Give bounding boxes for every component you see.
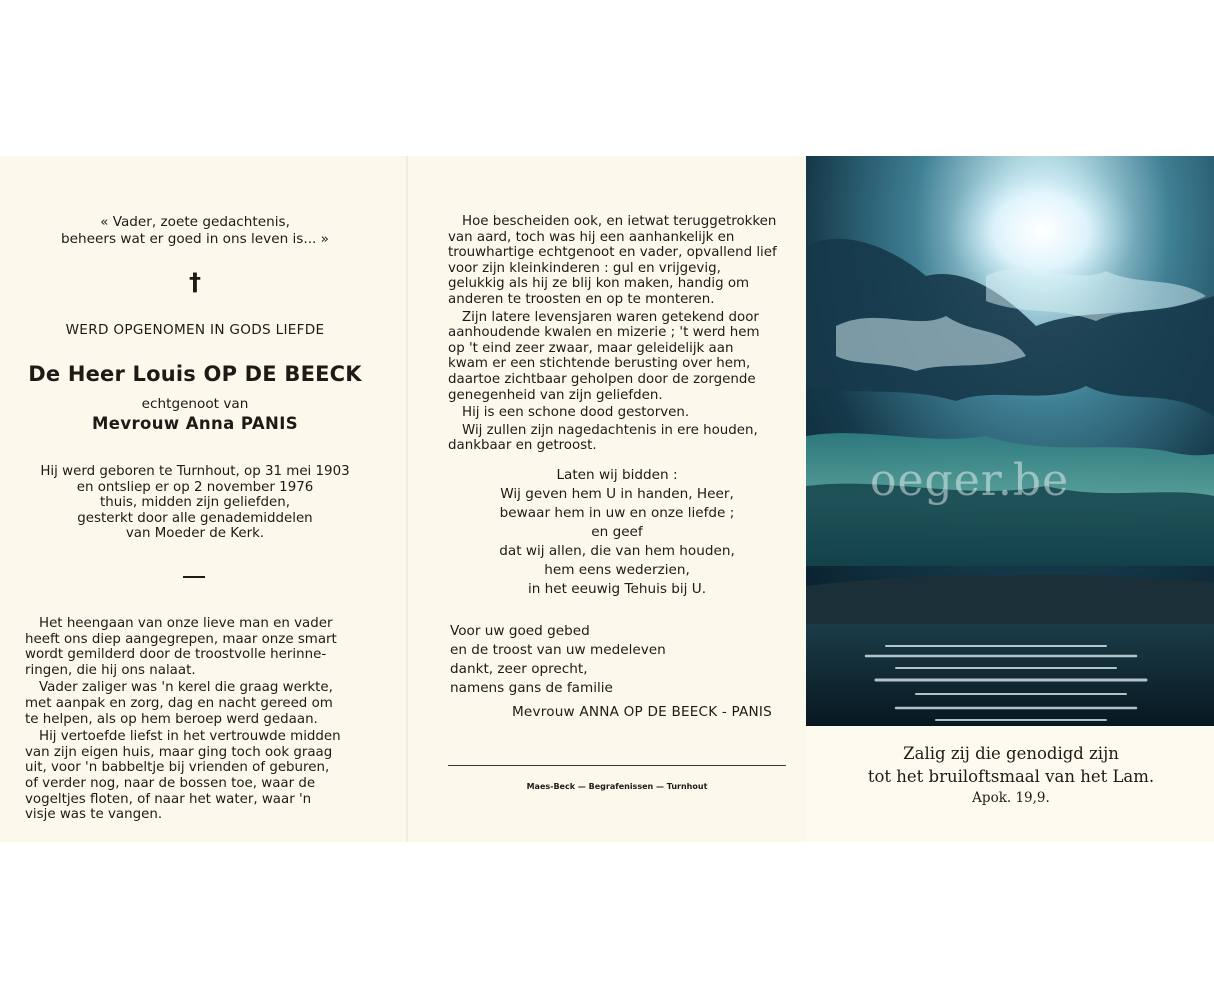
printer-credit: Maes-Beck — Begrafenissen — Turnhout xyxy=(526,782,708,791)
prayer-line: dat wij allen, die van hem houden, xyxy=(499,543,735,559)
text-line: ringen, die hij ons nalaat. xyxy=(25,662,196,678)
text-line: Wij zullen zijn nagedachtenis in ere houden, xyxy=(462,422,758,438)
thanks-note xyxy=(450,622,780,698)
thanks-line: Voor uw goed gebed xyxy=(450,623,590,639)
text-line: daartoe zichtbaar geholpen door de zorgende xyxy=(448,371,756,387)
spouse-of-label: echtgenoot van xyxy=(141,396,249,412)
prayer xyxy=(448,466,786,599)
fold-line xyxy=(406,156,408,842)
text-line: Hoe bescheiden ook, en ietwat teruggetrokken xyxy=(462,214,777,229)
text-line: visje was te vangen. xyxy=(25,807,163,823)
prayer-line: Wij geven hem U in handen, Heer, xyxy=(500,486,734,502)
text-line: te helpen, als op hem beroep werd gedaan. xyxy=(25,711,318,727)
tribute-paragraph xyxy=(25,616,363,678)
prayer-line: hem eens wederzien, xyxy=(544,562,690,578)
text-line: of verder nog, naar de bossen toe, waar de xyxy=(25,775,316,791)
birth-line: en ontsliep er op 2 november 1976 xyxy=(76,479,314,495)
received-heading: WERD OPGENOMEN IN GODS LIEFDE xyxy=(65,322,325,338)
text-line: Zijn latere levensjaren waren getekend door xyxy=(462,309,759,325)
quote-line: « Vader, zoete gedachtenis, xyxy=(100,214,290,230)
text-line: Het heengaan van onze lieve man en vader xyxy=(39,616,333,631)
text-line: vogeltjes floten, of naar het water, waar 'n xyxy=(25,791,312,807)
text-line: aanhoudende kwalen en mizerie ; 't werd hem xyxy=(448,325,760,341)
tribute-paragraph xyxy=(25,729,363,823)
birth-line: gesterkt door alle genademiddelen xyxy=(77,510,313,526)
tribute-paragraph xyxy=(448,214,786,308)
tribute-paragraph xyxy=(448,423,786,454)
verse-line: tot het bruiloftsmaal van het Lam. xyxy=(867,767,1155,786)
prayer-line: Laten wij bidden : xyxy=(556,467,678,483)
opening-quote xyxy=(20,214,370,248)
seascape-image xyxy=(806,156,1214,726)
text-line: van zijn eigen huis, maar ging toch ook graag xyxy=(25,744,333,760)
text-line: uit, voor 'n babbeltje bij vrienden of geburen, xyxy=(25,760,330,776)
middle-panel xyxy=(412,156,806,842)
verse-line: Zalig zij die genodigd zijn xyxy=(903,744,1119,763)
text-line: met aanpak en zorg, dag en nacht gereed om xyxy=(25,695,333,711)
birth-death-info xyxy=(40,464,350,542)
text-line: kwam er een stichtende berusting over hem, xyxy=(448,356,751,372)
site-watermark: oeger.be xyxy=(870,455,1070,506)
left-panel xyxy=(0,156,400,842)
text-line: wordt gemilderd door de troostvolle herinne- xyxy=(25,647,327,663)
divider-rule xyxy=(448,765,786,766)
divider-dash xyxy=(183,576,205,578)
birth-line: Hij werd geboren te Turnhout, op 31 mei 1903 xyxy=(40,464,350,479)
tribute-paragraph xyxy=(448,310,786,404)
birth-line: van Moeder de Kerk. xyxy=(125,526,265,541)
tribute-paragraph xyxy=(25,680,363,727)
deceased-name: De Heer Louis OP DE BEECK xyxy=(28,362,362,386)
text-line: anderen te troosten en op te monteren. xyxy=(448,291,715,307)
text-line: op 't eind zeer zwaar, maar geleidelijk aan xyxy=(448,340,734,356)
thanks-line: dankt, zeer oprecht, xyxy=(450,661,588,677)
tribute-paragraph xyxy=(448,405,786,421)
family-signature: Mevrouw ANNA OP DE BEECK - PANIS xyxy=(512,704,772,720)
text-line: genegenheid van zijn geliefden. xyxy=(448,387,663,403)
quote-line: beheers wat er goed in ons leven is... » xyxy=(61,231,329,247)
moonlit-sea-photo xyxy=(806,156,1214,726)
text-line: Hij is een schone dood gestorven. xyxy=(462,405,690,421)
prayer-line: bewaar hem in uw en onze liefde ; xyxy=(499,505,735,521)
text-line: gelukkig als hij ze blij kon maken, handig om xyxy=(448,276,750,292)
verse-reference: Apok. 19,9. xyxy=(972,790,1050,806)
spouse-name: Mevrouw Anna PANIS xyxy=(91,414,299,433)
text-line: Vader zaliger was 'n kerel die graag werkte, xyxy=(39,680,333,696)
thanks-line: namens gans de familie xyxy=(450,680,613,696)
text-line: Hij vertoefde liefst in het vertrouwde midden xyxy=(39,729,341,745)
tribute-text xyxy=(25,616,363,825)
prayer-line: en geef xyxy=(591,524,643,540)
prayer-line: in het eeuwig Tehuis bij U. xyxy=(527,581,707,597)
text-line: van aard, toch was hij een aanhankelijk en xyxy=(448,229,735,245)
birth-line: thuis, midden zijn geliefden, xyxy=(99,495,290,510)
text-line: voor zijn kleinkinderen : gul en vrijgevig, xyxy=(448,260,721,276)
text-line: heeft ons diep aangegrepen, maar onze smart xyxy=(25,631,337,647)
thanks-line: en de troost van uw medeleven xyxy=(450,642,666,658)
text-line: trouwhartige echtgenoot en vader, opvallend lief xyxy=(448,245,777,261)
cross-icon: † xyxy=(189,268,201,296)
scripture-verse xyxy=(816,742,1206,788)
tribute-text-continued xyxy=(448,214,786,456)
text-line: dankbaar en getroost. xyxy=(448,438,597,454)
